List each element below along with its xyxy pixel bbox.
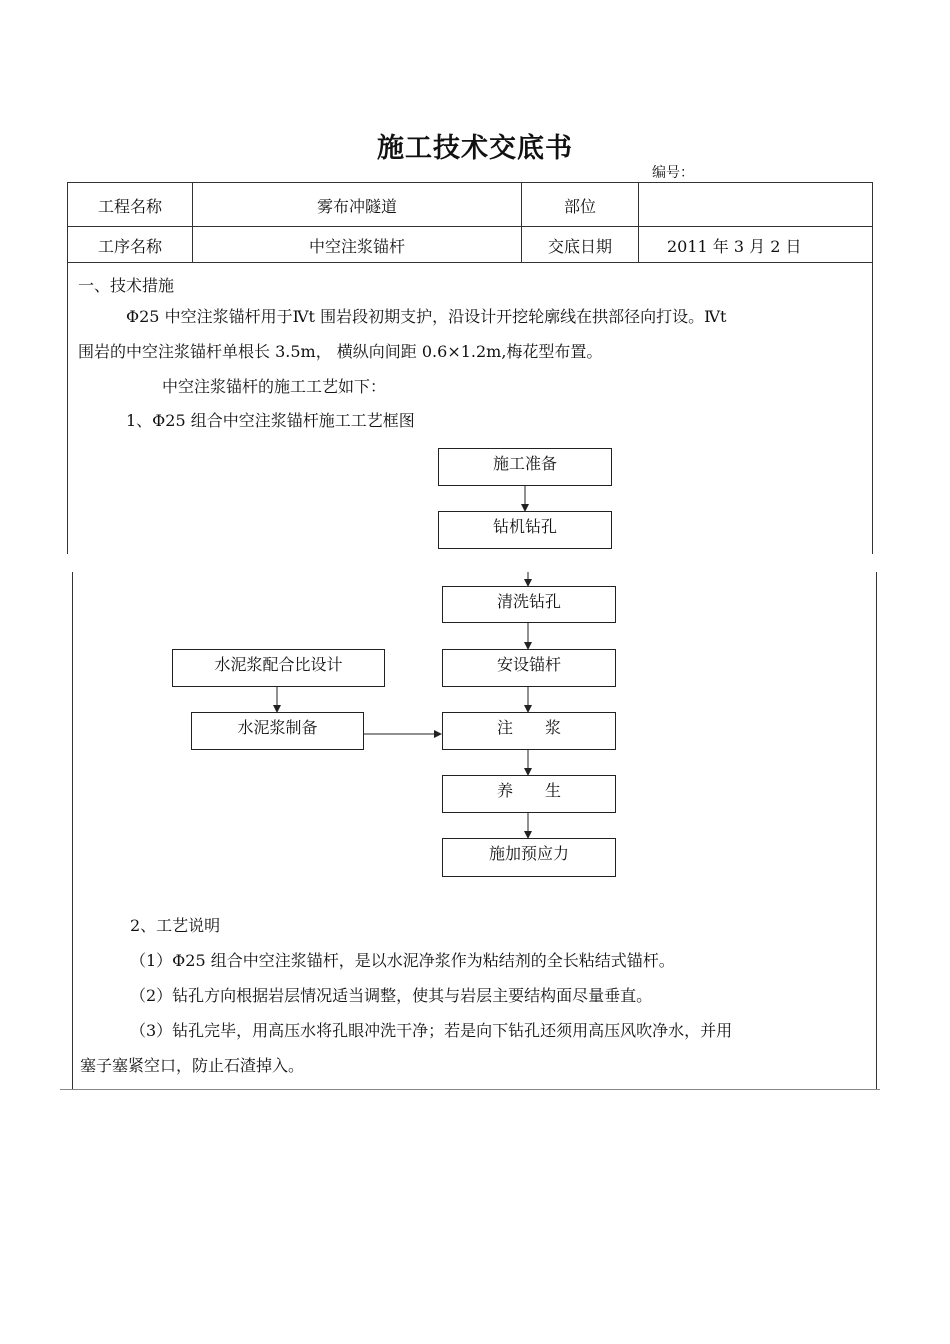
section-heading-2: 2、工艺说明: [130, 916, 221, 935]
section-heading-1: 一、技术措施: [78, 276, 175, 295]
process-name-value: 中空注浆锚杆: [308, 237, 405, 256]
doc-number-label: 编号：: [652, 165, 694, 181]
flow-step-grouting: 注 浆: [442, 712, 616, 750]
process-item-3-line-1: （3）钻孔完毕，用高压水将孔眼冲洗干净；若是向下钻孔还须用高压风吹净水，并用: [130, 1021, 733, 1040]
location-label: 部位: [563, 197, 596, 216]
process-item-1: （1）Φ25 组合中空注浆锚杆，是以水泥净浆作为粘结剂的全长粘结式锚杆。: [130, 951, 675, 970]
project-name-label: 工程名称: [97, 197, 162, 216]
flow-step-prestress: 施加预应力: [442, 838, 616, 877]
document-title: 施工技术交底书: [377, 133, 573, 164]
flow-side-slurry-prep: 水泥浆制备: [191, 712, 364, 750]
briefing-date-value: 2011 年 3 月 2 日: [667, 237, 802, 256]
process-item-2: （2）钻孔方向根据岩层情况适当调整，使其与岩层主要结构面尽量垂直。: [130, 986, 653, 1005]
flow-side-mix-design: 水泥浆配合比设计: [172, 649, 385, 687]
paragraph-2: 中空注浆锚杆的施工工艺如下：: [162, 377, 387, 396]
process-name-label: 工序名称: [97, 237, 162, 256]
process-item-3-line-2: 塞子塞紧空口，防止石渣掉入。: [80, 1056, 305, 1075]
flow-step-cleaning: 清洗钻孔: [442, 586, 616, 623]
paragraph-1-line-1: Φ25 中空注浆锚杆用于Ⅳt 围岩段初期支护，沿设计开挖轮廓线在拱部径向打设。Ⅳt: [126, 307, 727, 326]
flow-step-install-bolt: 安设锚杆: [442, 649, 616, 687]
flow-step-preparation: 施工准备: [438, 448, 612, 486]
flow-step-curing: 养 生: [442, 775, 616, 813]
paragraph-1-line-2: 围岩的中空注浆锚杆单根长 3.5m， 横纵向间距 0.6×1.2m,梅花型布置。: [78, 342, 603, 361]
figure-title: 1、Φ25 组合中空注浆锚杆施工工艺框图: [126, 411, 415, 430]
briefing-date-label: 交底日期: [547, 237, 612, 256]
project-name-value: 雾布冲隧道: [316, 197, 397, 216]
flow-step-drilling: 钻机钻孔: [438, 511, 612, 549]
